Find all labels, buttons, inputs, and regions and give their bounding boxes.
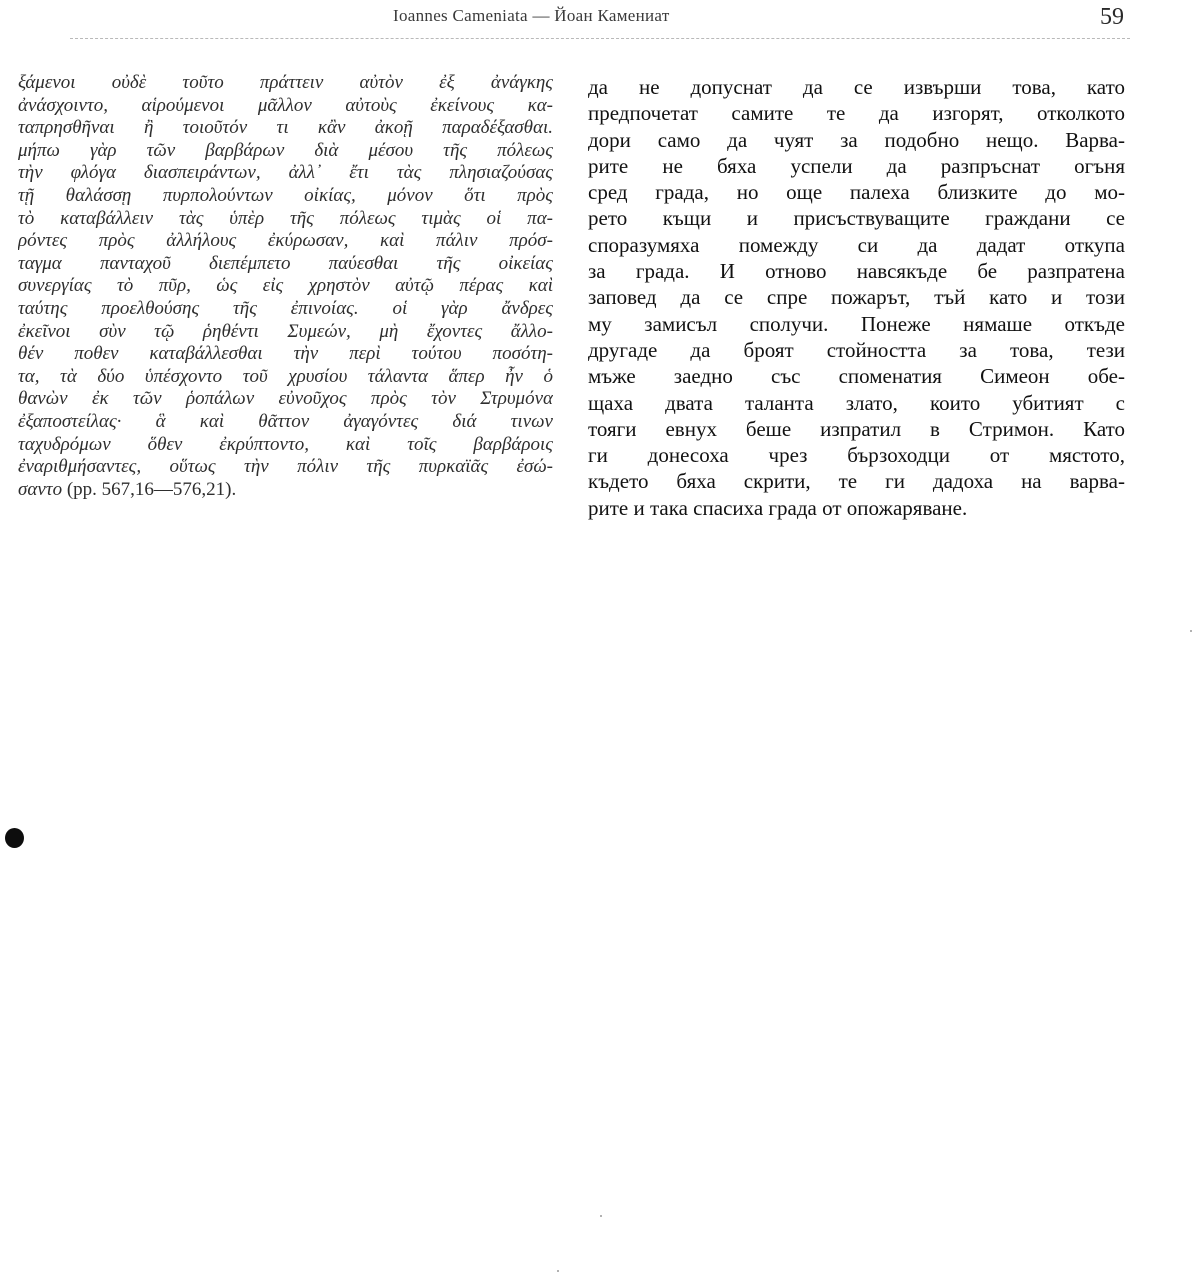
bulgarian-line: мъже заедно със споменатия Симеон обе- [588,364,1125,389]
bulgarian-line: за града. И отново навсякъде бе разпратена [588,259,1125,284]
bulgarian-line: рите не бяха успели да разпръснат огъня [588,153,1125,178]
greek-line: ταγμα πανταχοῦ διεπέμπετο παύεσθαι τῆς οἰκείας [18,252,553,274]
bulgarian-line: предпочетат самите те да изгорят, отколкото [588,101,1125,126]
bulgarian-line: другаде да броят стойността за това, тези [588,337,1125,362]
bulgarian-line: рето къщи и присъствуващите граждани се [588,206,1125,231]
bulgarian-line: споразумяха помежду си да дадат откупа [588,232,1125,257]
bulgarian-line: му замисъл сполучи. Понеже нямаше откъде [588,311,1125,336]
punch-hole-mark [5,828,24,848]
scan-speck [600,1215,602,1217]
scan-speck [1190,630,1192,632]
greek-line: τῇ θαλάσσῃ πυρπολούντων οἰκίας, μόνον ὅτι πρὸς [18,184,553,206]
greek-line: τα, τὰ δύο ὑπέσχοντο τοῦ χρυσίου τάλαντα ἅπερ ἦν ὁ [18,365,553,387]
bulgarian-line: дори само да чуят за подобно нещо. Варва- [588,127,1125,152]
greek-line: ρόντες πρὸς ἀλλήλους ἐκύρωσαν, καὶ πάλιν πρόσ- [18,230,553,252]
greek-line: ταύτης προελθούσης τῆς ἐπινοίας. οἱ γὰρ ἄνδρες [18,297,553,319]
greek-line: ἐναριθμήσαντες, οὕτως τὴν πόλιν τῆς πυρκαϊᾶς ἐσώ- [18,456,553,478]
header-rule [70,38,1130,39]
greek-line: ἐξαποστείλας· ἃ καὶ θᾶττον ἀγαγόντες διά τινων [18,410,553,432]
source-reference: (pp. 567,16—576,21). [66,478,237,500]
greek-line: ταπρησθῆναι ἢ τοιοῦτόν τι κἂν ἀκοῇ παραδέξασθαι. [18,117,553,139]
greek-line: μήπω γὰρ τῶν βαρβάρων διὰ μέσου τῆς πόλεως [18,139,553,161]
greek-line: θέν ποθεν καταβάλλεσθαι τὴν περὶ τούτου ποσότη- [18,343,553,365]
bulgarian-line: заповед да се спре пожарът, тъй като и този [588,285,1125,310]
greek-line-text: σαντο [18,478,63,500]
page-number: 59 [1100,4,1124,30]
greek-line: τὸ καταβάλλειν τὰς ὑπὲρ τῆς πόλεως τιμὰς οἱ πα- [18,207,553,229]
running-header [0,2,1200,32]
greek-line: συνεργίας τὸ πῦρ, ὡς εἰς χρηστὸν αὐτῷ πέρας καὶ [18,275,553,297]
bulgarian-line: рите и така спасиха града от опожаряване. [588,495,968,520]
bulgarian-line: щаха двата таланта злато, които убитият с [588,390,1125,415]
bulgarian-column [588,74,1125,521]
bulgarian-line: където бяха скрити, те ги дадоха на варва- [588,469,1125,494]
greek-line: τὴν φλόγα διασπειράντων, ἀλλ᾽ ἔτι τὰς πλησιαζούσας [18,162,553,184]
greek-line: ταχυδρόμων ὅθεν ἐκρύπτοντο, καὶ τοῖς βαρβάροις [18,433,553,455]
greek-line: ἐκεῖνοι σὺν τῷ ῥηθέντι Συμεών, μὴ ἔχοντες ἄλλο- [18,320,553,342]
greek-line: ξάμενοι οὐδὲ τοῦτο πράττειν αὐτὸν ἐξ ἀνάγκης [18,72,553,93]
greek-line: ἀνάσχοιντο, αἱρούμενοι μᾶλλον αὐτοὺς ἐκείνους κα- [18,94,553,116]
bulgarian-line: тояги евнух беше изпратил в Стримон. Като [588,416,1125,441]
bulgarian-line: да не допуснат да се извърши това, като [588,75,1125,99]
bulgarian-line: ги донесоха чрез бързоходци от мястото, [588,443,1125,468]
greek-line: θανὼν ἐκ τῶν ῥοπάλων εὐνοῦχος πρὸς τὸν Στρυμόνα [18,388,553,410]
bulgarian-line: сред града, но още палеха близките до мо- [588,180,1125,205]
greek-line-last [18,479,553,502]
running-title: Ioannes Cameniata — Йоан Камениат [393,6,670,25]
greek-column [18,72,553,501]
scan-speck [557,1270,559,1272]
